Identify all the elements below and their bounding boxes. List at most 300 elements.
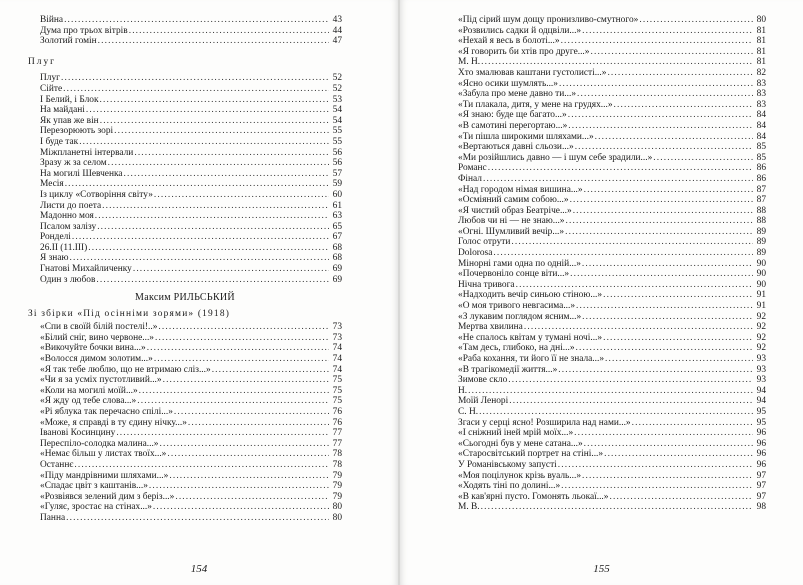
dot-leader <box>167 449 329 460</box>
toc-entry-page: 44 <box>332 25 342 36</box>
toc-entry <box>28 253 342 264</box>
toc-entry-title: «І сніжний іней мрій моїх...» <box>458 428 574 439</box>
toc-entry-title: Гнатові Михайличенку <box>40 264 132 275</box>
toc-entry <box>458 333 766 344</box>
toc-entry-title: «Нехай я весь в болоті...» <box>458 36 560 47</box>
toc-entry-title: «Почервоніло сонце віти...» <box>458 269 570 280</box>
toc-entry <box>458 471 766 482</box>
toc-entry-title: «Осміяний самим собою...» <box>458 195 569 206</box>
toc-entry-title: Я знаю <box>40 253 69 264</box>
toc-entry-page: 92 <box>756 311 766 322</box>
toc-entry-title: Золотий гомін <box>40 36 97 47</box>
toc-entry <box>458 460 766 471</box>
toc-entry <box>28 169 342 180</box>
toc-entry-page: 91 <box>756 290 766 301</box>
toc-entry <box>458 110 766 121</box>
toc-entry-page: 84 <box>756 131 766 142</box>
dot-leader <box>79 137 329 148</box>
toc-entry-page: 89 <box>756 226 766 237</box>
toc-entry-page: 78 <box>332 459 342 470</box>
left-page <box>0 0 398 585</box>
dot-leader <box>97 222 329 233</box>
dot-leader <box>511 237 753 248</box>
toc-entry <box>28 481 342 492</box>
toc-entry-title: «Ходять тіні по долині...» <box>458 481 561 492</box>
toc-entry-title: 26.II (11.III) <box>40 242 88 253</box>
toc-entry-page: 79 <box>332 491 342 502</box>
toc-entry-page: 97 <box>756 491 766 502</box>
toc-entry-title: Плуг <box>40 73 60 84</box>
toc-entry-title: М. Н. <box>458 57 481 68</box>
toc-entry <box>458 79 766 90</box>
toc-entry-title: «Розвились садки й одцвіли...» <box>458 25 582 36</box>
toc-entry-title: «Рі яблука так перечасно спілі...» <box>40 407 173 417</box>
toc-entry <box>458 195 766 206</box>
toc-entry <box>458 492 766 503</box>
author-name: Максим РИЛЬСЬКИЙ <box>135 292 235 304</box>
toc-entry-title: Листи до поета <box>40 200 102 211</box>
dot-leader <box>582 312 753 323</box>
toc-entry <box>458 57 766 68</box>
toc-entry-page: 76 <box>332 407 342 417</box>
toc-entry <box>28 460 342 471</box>
dot-leader <box>66 513 329 524</box>
dot-leader <box>481 502 753 513</box>
toc-entry <box>458 439 766 450</box>
section-heading: Плуг <box>28 56 56 67</box>
toc-entry-title: Нічна тривога <box>458 279 515 290</box>
toc-entry-title: Мертва хвилина <box>458 322 523 333</box>
dot-leader <box>570 195 753 206</box>
toc-entry-page: 65 <box>332 221 342 232</box>
dot-leader <box>154 190 329 201</box>
toc-entry <box>28 365 342 376</box>
toc-entry-title: «Забула про мене давно ти...» <box>458 89 577 100</box>
toc-entry <box>28 428 342 439</box>
toc-entry <box>28 211 342 222</box>
toc-entry-page: 97 <box>756 470 766 481</box>
toc-entry-title: «Піду мандрівними шляхами...» <box>40 470 169 481</box>
toc-entry-page: 92 <box>756 332 766 343</box>
toc-entry-title: Псалом залізу <box>40 221 97 232</box>
dot-leader <box>483 174 753 185</box>
toc-entry-page: 54 <box>332 105 342 116</box>
toc-entry <box>458 312 766 323</box>
toc-entry-page: 83 <box>756 99 766 110</box>
toc-entry <box>458 343 766 354</box>
toc-entry-page: 73 <box>332 322 342 333</box>
dot-leader <box>139 386 329 397</box>
toc-entry <box>458 142 766 153</box>
collection-subheading: Зі збірки «Під осінніми зорями» (1918) <box>28 309 231 320</box>
toc-entry-page: 56 <box>332 158 342 169</box>
toc-entry <box>458 365 766 376</box>
toc-entry <box>458 502 766 513</box>
toc-entry-page: 61 <box>332 200 342 211</box>
toc-entry <box>28 232 342 243</box>
dot-leader <box>74 460 329 471</box>
dot-leader <box>575 142 753 153</box>
toc-entry <box>28 137 342 148</box>
toc-entry-title: «Старосвітський портрет на стіні...» <box>458 449 604 460</box>
dot-leader <box>155 333 329 344</box>
dot-leader <box>584 185 753 196</box>
toc-entry <box>458 269 766 280</box>
toc-entry-title: «Я жду од тебе слова...» <box>40 396 137 407</box>
toc-entry-page: 74 <box>332 343 342 354</box>
dot-leader <box>160 439 330 450</box>
toc-entry-title: «Гуляє, зростає на стінах...» <box>40 502 152 513</box>
toc-entry-page: 95 <box>756 406 766 417</box>
toc-entry <box>28 375 342 386</box>
toc-entry-page: 81 <box>756 46 766 57</box>
dot-leader <box>614 100 753 111</box>
toc-entry-title: Із циклу «Сотворіння світу» <box>40 189 153 200</box>
toc-entry-page: 93 <box>756 364 766 375</box>
toc-entry-page: 89 <box>756 237 766 248</box>
dot-leader <box>576 343 753 354</box>
toc-entry <box>458 68 766 79</box>
toc-entry <box>28 275 342 286</box>
toc-entry-title: «Ми розійшлись давно — і шум себе зрадили...» <box>458 152 653 163</box>
dot-leader <box>565 227 753 238</box>
toc-entry <box>458 216 766 227</box>
toc-entry-page: 96 <box>756 449 766 460</box>
toc-entry-page: 63 <box>332 211 342 222</box>
toc-entry-title: «Може, я справді в ту єдину нічку...» <box>40 417 187 428</box>
toc-entry-title: Перезорюють зорі <box>40 126 114 137</box>
toc-entry-title: «Сьогодні був у мене сатана...» <box>458 438 583 449</box>
toc-entry-title: Романс <box>458 163 487 174</box>
toc-entry-page: 85 <box>756 142 766 153</box>
toc-entry <box>28 15 342 26</box>
toc-entry <box>458 206 766 217</box>
toc-entry-page: 77 <box>332 428 342 439</box>
toc-entry-page: 69 <box>332 264 342 275</box>
toc-entry-page: 90 <box>756 258 766 269</box>
toc-entry-page: 67 <box>332 232 342 243</box>
dot-leader <box>568 121 753 132</box>
toc-entry-page: 90 <box>756 279 766 290</box>
toc-entry-page: 68 <box>332 242 342 253</box>
dot-leader <box>188 418 329 429</box>
toc-entry-title: С. Н. <box>458 406 479 417</box>
dot-leader <box>582 259 753 270</box>
toc-entry-title: «Ти пішла широкими шляхами...» <box>458 131 594 142</box>
dot-leader <box>558 460 753 471</box>
toc-entry-page: 81 <box>756 25 766 36</box>
dot-leader <box>607 68 753 79</box>
dot-leader <box>488 163 753 174</box>
toc-entry-page: 95 <box>756 417 766 428</box>
toc-entry-page: 87 <box>756 184 766 195</box>
dot-leader <box>102 201 329 212</box>
dot-leader <box>108 158 329 169</box>
toc-entry-title: М. В. <box>458 502 480 513</box>
toc-entry-title: «Коли на могилі моїй...» <box>40 385 138 396</box>
dot-leader <box>561 36 753 47</box>
toc-entry-page: 79 <box>332 481 342 492</box>
page-number: 155 <box>593 563 610 575</box>
toc-entry-page: 96 <box>756 438 766 449</box>
toc-entry <box>28 354 342 365</box>
dot-leader <box>653 153 753 164</box>
toc-group-rylsky <box>28 322 342 523</box>
dot-leader <box>576 301 753 312</box>
toc-entry <box>458 100 766 111</box>
toc-entry-page: 86 <box>756 163 766 174</box>
dot-leader <box>149 481 329 492</box>
toc-entry-page: 52 <box>332 73 342 84</box>
dot-leader <box>574 428 753 439</box>
toc-entry <box>28 396 342 407</box>
toc-entry-title: Війна <box>40 15 64 25</box>
toc-entry-page: 56 <box>332 147 342 158</box>
dot-leader <box>61 73 329 84</box>
toc-entry-title: І буде так <box>40 136 79 147</box>
toc-entry <box>28 190 342 201</box>
dot-leader <box>561 481 753 492</box>
toc-entry-page: 60 <box>332 189 342 200</box>
toc-entry-title: Згаси у серці ясно! Розширила над нами...» <box>458 417 631 428</box>
dot-leader <box>584 439 753 450</box>
toc-entry-title: Мадонно моя <box>40 211 94 222</box>
toc-entry-title: Останнє <box>40 459 74 470</box>
toc-entry-page: 83 <box>756 89 766 100</box>
toc-entry <box>458 301 766 312</box>
toc-entry-title: «Білий сніг, вино червоне...» <box>40 332 154 343</box>
dot-leader <box>147 343 329 354</box>
dot-leader <box>100 95 329 106</box>
toc-entry <box>28 418 342 429</box>
toc-entry-title: «В трагікомедії життя...» <box>458 364 558 375</box>
toc-entry-page: 93 <box>756 375 766 386</box>
toc-entry <box>458 481 766 492</box>
toc-entry-title: Дума про трьох вітрів <box>40 25 128 36</box>
toc-entry <box>458 248 766 259</box>
toc-right <box>458 15 766 513</box>
toc-entry-page: 82 <box>756 67 766 78</box>
dot-leader <box>116 428 329 439</box>
toc-entry <box>28 502 342 513</box>
toc-entry-page: 91 <box>756 301 766 312</box>
toc-entry <box>28 126 342 137</box>
toc-entry-title: «Не спалось квітам у тумані ночі...» <box>458 332 603 343</box>
toc-entry-title: Месія <box>40 179 64 190</box>
toc-entry-title: «Я чистий образ Беатріче...» <box>458 205 572 216</box>
toc-entry <box>28 148 342 159</box>
toc-entry-page: 88 <box>756 205 766 216</box>
dot-leader <box>65 179 329 190</box>
dot-leader <box>481 57 753 68</box>
toc-entry-page: 83 <box>756 78 766 89</box>
toc-entry-title: «Надходить вечір синьою стіною...» <box>458 290 603 301</box>
toc-entry-title: «Ти плакала, дитя, у мене на грудях...» <box>458 99 613 110</box>
toc-entry-page: 57 <box>332 168 342 179</box>
toc-entry-page: 68 <box>332 253 342 264</box>
dot-leader <box>604 449 753 460</box>
toc-entry-title: На могилі Шевченка <box>40 168 123 179</box>
toc-entry-title: «В кав'ярні пусто. Гомонять льокаї...» <box>458 491 609 502</box>
toc-entry-page: 73 <box>332 332 342 343</box>
toc-entry-title: «Раба кохання, ти його її не знала...» <box>458 354 605 364</box>
toc-entry <box>28 407 342 418</box>
toc-entry-page: 96 <box>756 459 766 470</box>
toc-entry-page: 74 <box>332 364 342 375</box>
dot-leader <box>163 375 329 386</box>
toc-entry-page: 74 <box>332 354 342 365</box>
toc-entry <box>458 354 766 365</box>
toc-entry-page: 69 <box>332 274 342 285</box>
dot-leader <box>639 15 753 26</box>
toc-entry-title: «Розвіявся зелений дим з беріз...» <box>40 491 175 502</box>
toc-entry-title: Переспіло-солодка малина...» <box>40 438 159 449</box>
toc-entry <box>28 243 342 254</box>
toc-entry <box>28 84 342 95</box>
toc-entry-page: 75 <box>332 375 342 386</box>
dot-leader <box>577 89 753 100</box>
page-number: 154 <box>190 563 208 575</box>
toc-entry-page: 90 <box>756 269 766 280</box>
dot-leader <box>129 26 329 37</box>
dot-leader <box>133 264 329 275</box>
toc-entry-page: 52 <box>332 83 342 94</box>
toc-entry-title: «Викочуйте бочки вина...» <box>40 343 146 354</box>
toc-entry <box>28 158 342 169</box>
toc-entry-title: «Там десь, глибоко, на дні...» <box>458 343 575 354</box>
dot-leader <box>96 275 329 286</box>
dot-leader <box>582 26 753 37</box>
dot-leader <box>154 354 329 365</box>
dot-leader <box>69 253 329 264</box>
toc-entry <box>28 116 342 127</box>
toc-entry-page: 84 <box>756 110 766 121</box>
toc-entry <box>28 222 342 233</box>
toc-entry <box>458 375 766 386</box>
toc-entry-page: 88 <box>756 216 766 227</box>
toc-entry-title: Як упав же він <box>40 115 99 126</box>
toc-entry <box>458 386 766 397</box>
toc-group-right <box>458 15 766 513</box>
dot-leader <box>137 396 329 407</box>
toc-entry-page: 94 <box>756 396 766 407</box>
dot-leader <box>468 386 753 397</box>
dot-leader <box>582 471 753 482</box>
toc-entry <box>28 105 342 116</box>
dot-leader <box>493 248 753 259</box>
toc-entry <box>458 449 766 460</box>
toc-entry-page: 93 <box>756 354 766 364</box>
toc-entry <box>458 418 766 429</box>
toc-entry-title: Хто змалював каштани густолисті...» <box>458 67 607 78</box>
toc-entry-page: 97 <box>756 481 766 492</box>
toc-entry <box>458 153 766 164</box>
toc-entry-title: «Спи в своїй білій постелі!..» <box>40 322 158 333</box>
toc-entry <box>458 407 766 418</box>
toc-entry-page: 81 <box>756 57 766 68</box>
toc-entry-page: 94 <box>756 385 766 396</box>
toc-entry-page: 55 <box>332 126 342 137</box>
toc-entry-page: 75 <box>332 385 342 396</box>
toc-entry <box>28 95 342 106</box>
toc-entry-title: «Огні. Шумливий вечір...» <box>458 226 565 237</box>
toc-entry <box>458 132 766 143</box>
dot-leader <box>508 375 753 386</box>
dot-leader <box>124 169 329 180</box>
toc-entry-title: Ронделі <box>40 232 71 243</box>
toc-entry <box>458 163 766 174</box>
toc-entry-page: 80 <box>756 15 766 25</box>
toc-entry <box>458 174 766 185</box>
toc-entry-title: Мінорні гами одна по одній...» <box>458 258 581 269</box>
toc-entry-page: 76 <box>332 417 342 428</box>
toc-entry-page: 96 <box>756 428 766 439</box>
dot-leader <box>573 206 753 217</box>
toc-entry-page: 54 <box>332 115 342 126</box>
toc-entry <box>458 428 766 439</box>
toc-entry-title: «Моя поцілунок крізь вуаль...» <box>458 470 582 481</box>
toc-entry <box>458 26 766 37</box>
dot-leader <box>100 116 329 127</box>
toc-left <box>28 15 342 524</box>
toc-entry-title: Фінал <box>458 173 482 184</box>
dot-leader <box>169 471 329 482</box>
toc-entry-page: 92 <box>756 322 766 333</box>
toc-entry <box>28 513 342 524</box>
toc-entry <box>28 386 342 397</box>
dot-leader <box>603 333 753 344</box>
toc-entry-title: «Волосся димом золотим...» <box>40 354 153 365</box>
toc-entry-page: 80 <box>332 512 342 523</box>
toc-entry-title: «Немає більш у листах твоїх...» <box>40 449 167 460</box>
toc-entry-title: Любов чи ні — не знаю...» <box>458 216 565 227</box>
toc-entry-page: 98 <box>756 502 766 513</box>
toc-entry-title: У Романівському запусті <box>458 459 557 470</box>
toc-entry-title: «В самотині перегортаю...» <box>458 120 568 131</box>
toc-entry <box>28 179 342 190</box>
toc-entry <box>28 333 342 344</box>
toc-group-top <box>28 15 342 47</box>
toc-entry-title: Голос отрути <box>458 237 511 248</box>
toc-entry <box>458 47 766 58</box>
toc-entry-page: 55 <box>332 136 342 147</box>
dot-leader <box>64 15 329 26</box>
toc-entry <box>458 121 766 132</box>
toc-entry-title: «Вертаються давні сльози...» <box>458 142 574 153</box>
toc-entry-title: «Ясно осики шумлять...» <box>458 78 558 89</box>
toc-entry-page: 53 <box>332 94 342 105</box>
toc-entry-title: Dolorosa <box>458 248 493 259</box>
toc-entry-title: Міжпланетні інтервали <box>40 147 134 158</box>
dot-leader <box>509 396 753 407</box>
toc-group-plug <box>28 73 342 285</box>
toc-entry <box>458 290 766 301</box>
dot-leader <box>86 105 329 116</box>
toc-entry-page: 89 <box>756 248 766 259</box>
dot-leader <box>114 126 329 137</box>
toc-entry <box>458 322 766 333</box>
dot-leader <box>98 36 329 47</box>
dot-leader <box>568 110 753 121</box>
toc-entry-title: «Над городом німая вишина...» <box>458 184 583 195</box>
dot-leader <box>609 492 753 503</box>
toc-entry-page: 77 <box>332 438 342 449</box>
dot-leader <box>590 47 753 58</box>
toc-entry <box>28 36 342 47</box>
toc-entry-page: 92 <box>756 343 766 354</box>
toc-entry-page: 43 <box>332 15 342 25</box>
toc-entry <box>28 343 342 354</box>
